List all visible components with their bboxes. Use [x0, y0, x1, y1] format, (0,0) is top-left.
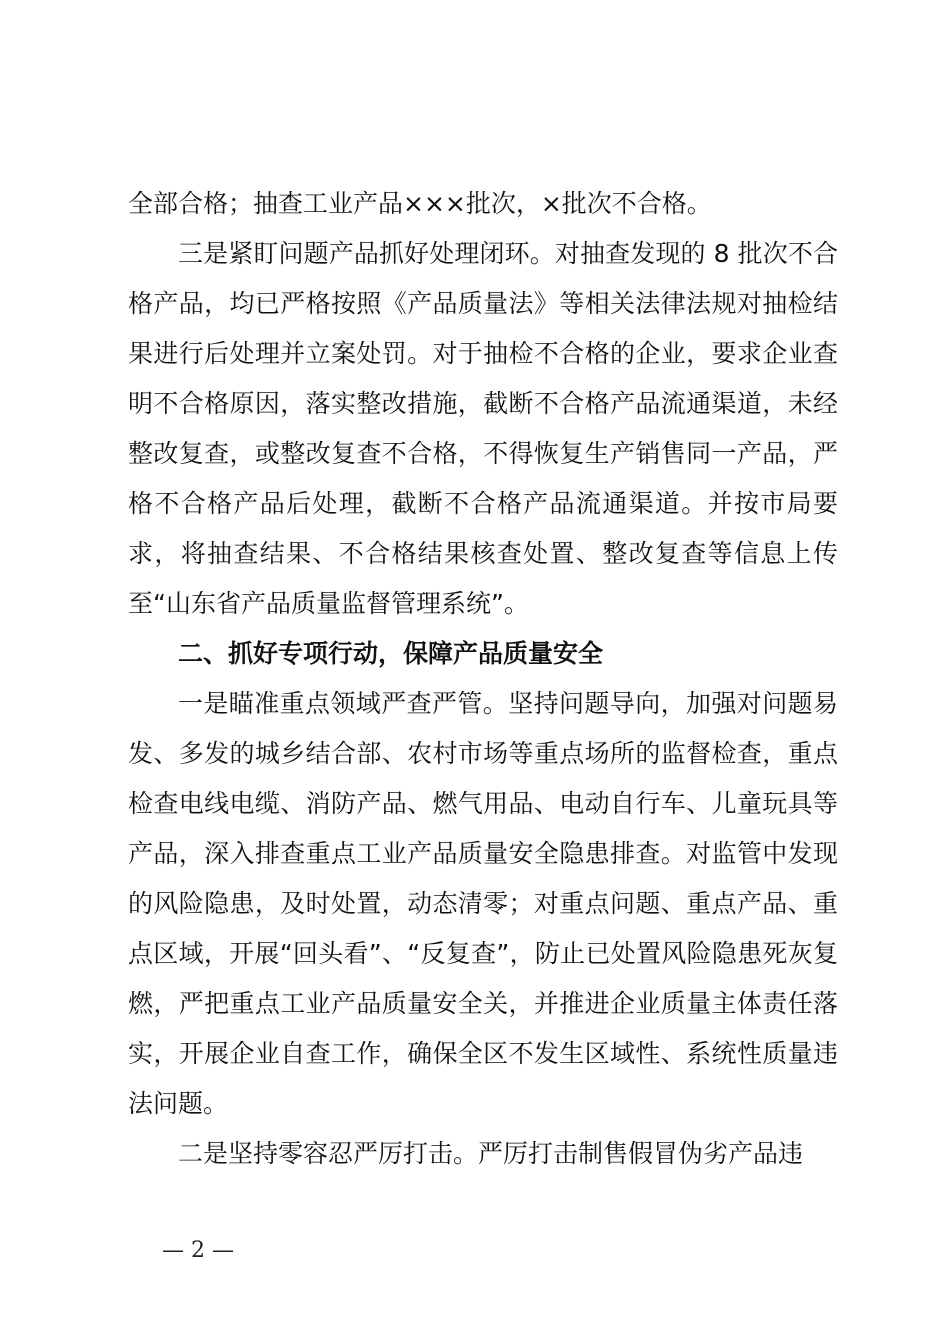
paragraph-key-areas: 一是瞄准重点领域严查严管。坚持问题导向，加强对问题易发、多发的城乡结合部、农村市场等重点场所的监督检查，重点检查电线电缆、消防产品、燃气用品、电动自行车、儿童玩具等产品，深入排查重点工业产品质量安全隐患排查。对监管中发现的风险隐患，及时处置，动态清零；对重点问题、重点产品、重点区域，开展“回头看”、“反复查”，防止已处置风险隐患死灰复燃，严把重点工业产品质量安全关，并推进企业质量主体责任落实，开展企业自查工作，确保全区不发生区域性、系统性质量违法问题。 [128, 689, 838, 1118]
paragraph-zero-tolerance: 二是坚持零容忍严厉打击。严厉打击制售假冒伪劣产品违 [178, 1139, 804, 1168]
paragraph-problem-products: 三是紧盯问题产品抓好处理闭环。对抽查发现的 8 批次不合格产品，均已严格按照《产品质量法》等相关法律法规对抽检结果进行后处理并立案处罚。对于抽检不合格的企业，要求企业查明不合格原因，落实整改措施，截断不合格产品流通渠道，未经整改复查，或整改复查不合格，不得恢复生产销售同一产品，严格不合格产品后处理，截断不合格产品流通渠道。并按市局要求，将抽查结果、不合格结果核查处置、整改复查等信息上传至“山东省产品质量监督管理系统”。 [128, 239, 838, 618]
section-heading: 二、抓好专项行动，保障产品质量安全 [178, 639, 604, 668]
document-body [128, 179, 838, 1179]
paragraph-continuation: 全部合格；抽查工业产品×××批次，×批次不合格。 [128, 189, 712, 218]
page-number: — 2 — [162, 1238, 234, 1263]
